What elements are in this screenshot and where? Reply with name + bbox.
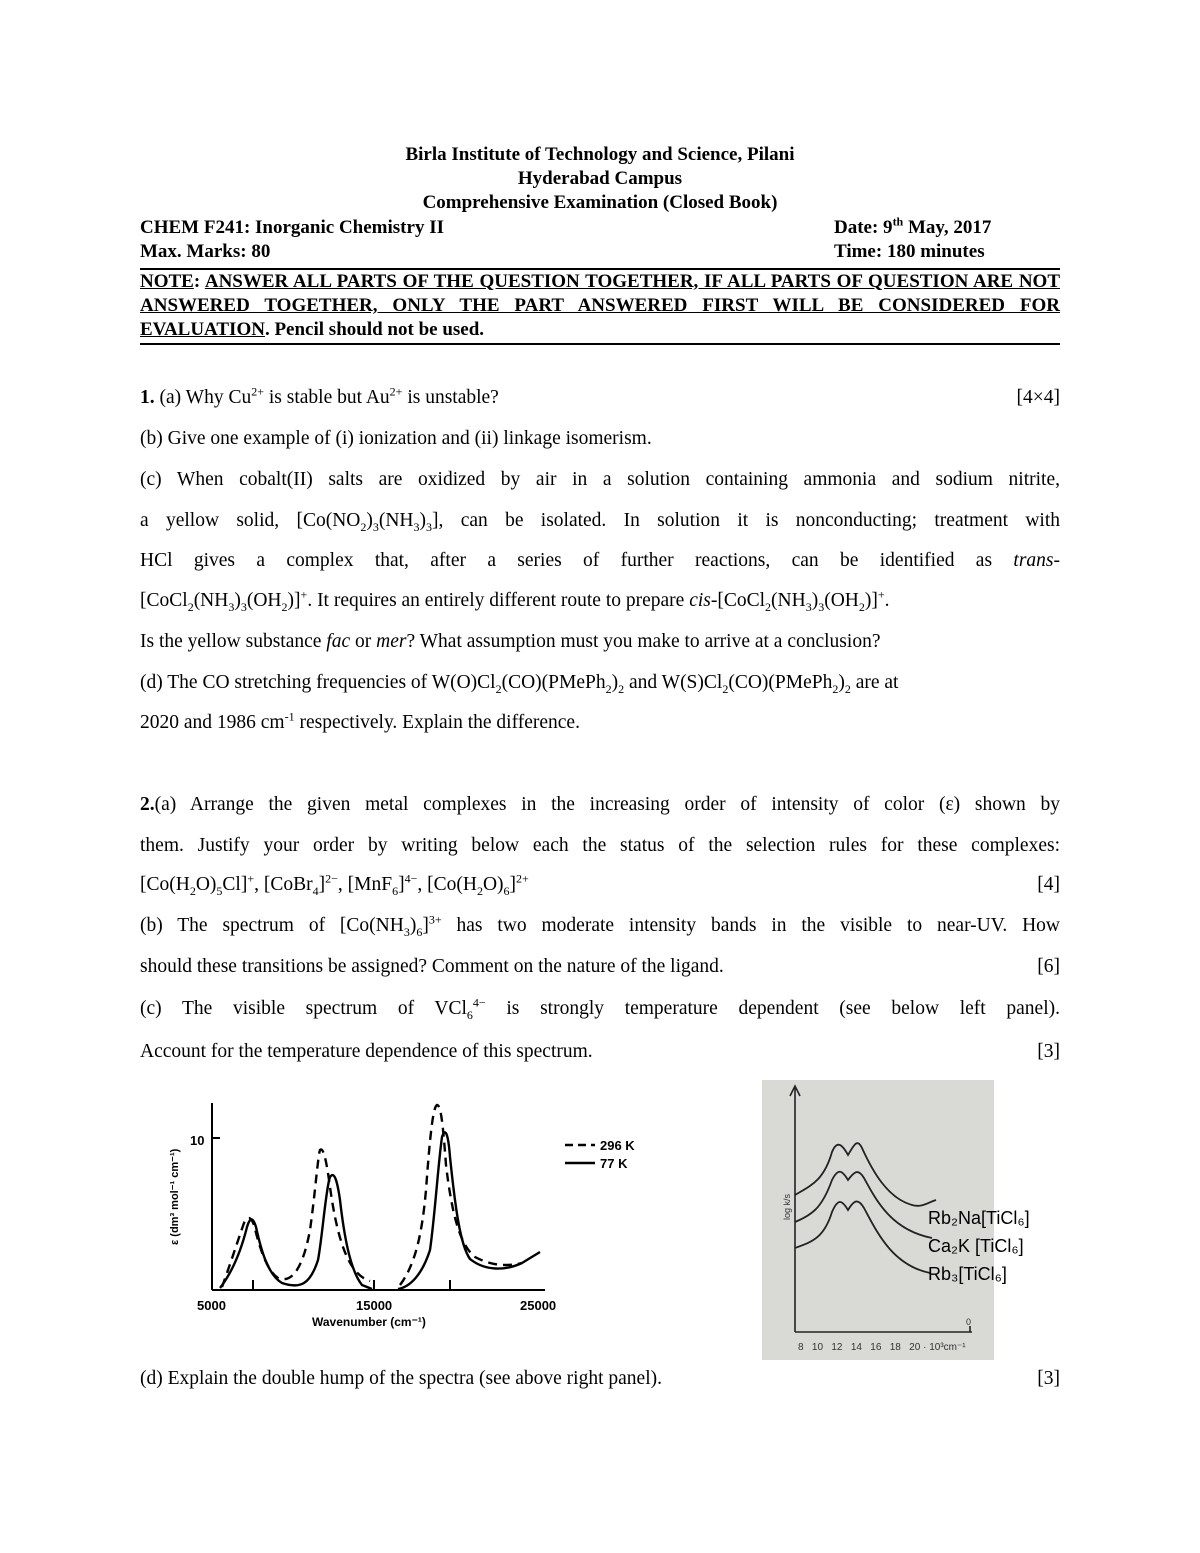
max-marks: Max. Marks: 80 [140,241,271,262]
q2-c-marks: [3] [1037,1041,1060,1062]
q1-b: (b) Give one example of (i) ionization and (ii) linkage isomerism. [140,428,652,449]
q1-a: 1. (a) Why $Cu^{2+}$ is stable but $Au^{2+}$ is unstable? [4×4] [140,384,1060,408]
q2-a-line1: 2.(a) Arrange the given metal complexes in the increasing order of intensity of color (ε) shown by [140,794,1060,815]
q2-a-marks: [4] [1037,874,1060,895]
course-title: CHEM F241: Inorganic Chemistry II [140,217,444,238]
curve-296k [222,1105,522,1287]
q2-b-line1: (b) The spectrum of $[Co(NH_3)_6]^{3+}$ has two moderate intensity bands in the visible to near-UV. How [140,912,1060,939]
campus-name: Hyderabad Campus [517,168,683,189]
ticl6-spectra-figure [762,1080,1030,1360]
q2-c-line2: Account for the temperature dependence of this spectrum. [3] [140,1041,1060,1062]
label-rb3: Rb₃[TiCl₆] [928,1264,1007,1284]
x-tick-labels: 8 10 12 14 16 18 20 · 10³cm⁻¹ [798,1342,966,1353]
marks-row [140,240,1060,264]
q1-c-line1: (c) When cobalt(II) salts are oxidized by air in a solution containing ammonia and sodium nitrite, [140,469,1060,490]
vcl6-spectrum-figure [160,1095,660,1335]
label-ca2k: Ca₂K [TiCl₆] [928,1236,1024,1256]
q1-c-line5: Is the yellow substance fac or mer? What assumption must you make to arrive at a conclusion? [140,631,881,652]
institute-name: Birla Institute of Technology and Science, Pilani [405,144,795,165]
q1-c-line2: a yellow solid, $[Co(NO_2)_3(NH_3)_3]$, can be isolated. In solution it is nonconducting; treatment with [140,510,1060,534]
q1-marks: [4×4] [1016,387,1060,408]
x-tick-15000: 15000 [356,1298,393,1313]
zero-label: 0 [966,1317,972,1327]
course-row [140,216,1060,240]
legend-77k: 77 K [600,1156,628,1171]
legend-296k: 296 K [600,1138,635,1153]
q2-d-marks: [3] [1037,1368,1060,1389]
q1-c-line4: $[CoCl_2(NH_3)_3(OH_2)]^+$. It requires an entirely different route to prepare cis-$[CoCl_2(NH_3)_3(OH_2)]^+$. [140,587,890,614]
exam-title: Comprehensive Examination (Closed Book) [422,192,778,213]
q1-d-line1: (d) The CO stretching frequencies of $W(O)Cl_2(CO)(PMePh_2)_2$ and $W(S)Cl_2(CO)(PMePh_2)_2$ are at [140,672,899,696]
y-axis-label: ε (dm³ mol⁻¹ cm⁻¹) [169,1148,181,1245]
exam-note: NOTE: ANSWER ALL PARTS OF THE QUESTION TOGETHER, IF ALL PARTS OF QUESTION ARE NOT ANSWERED TOGETHER, ONLY THE PART ANSWERED FIRST WILL BE CONSIDERED FOR EVALUATION. Pencil should not be used. [140,268,1060,345]
x-tick-5000: 5000 [197,1298,226,1313]
exam-date: Date: 9th May, 2017 [834,214,992,238]
q2-b-marks: [6] [1037,956,1060,977]
x-tick-25000: 25000 [520,1298,557,1313]
q2-d: (d) Explain the double hump of the spectra (see above right panel). [3] [140,1368,1060,1389]
y-tick-10: 10 [190,1133,205,1148]
q1-d-line2: 2020 and 1986 $cm^{-1}$ respectively. Explain the difference. [140,709,580,733]
q2-a-line3: $[Co(H_2O)_5Cl]^+$, [CoBr$_4$]$^{2-}$, $[MnF_6]^{4-}$, $[Co(H_2O)_6]^{2+}$ [4] [140,871,1060,898]
x-axis-label: Wavenumber (cm⁻¹) [312,1315,426,1329]
exam-time: Time: 180 minutes [834,241,985,262]
q2-c-line1: (c) The visible spectrum of VCl$_6^{4-}$ is strongly temperature dependent (see below left panel). [140,995,1060,1022]
q2-b-line2: should these transitions be assigned? Comment on the nature of the ligand. [6] [140,956,1060,977]
q1-c-line3: HCl gives a complex that, after a series of further reactions, can be identified as trans- [140,550,1061,571]
label-rb2na: Rb₂Na[TiCl₆] [928,1208,1030,1228]
y-axis-label: log k/s [782,1193,792,1220]
q2-a-line2: them. Justify your order by writing below each the status of the selection rules for these complexes: [140,835,1060,856]
